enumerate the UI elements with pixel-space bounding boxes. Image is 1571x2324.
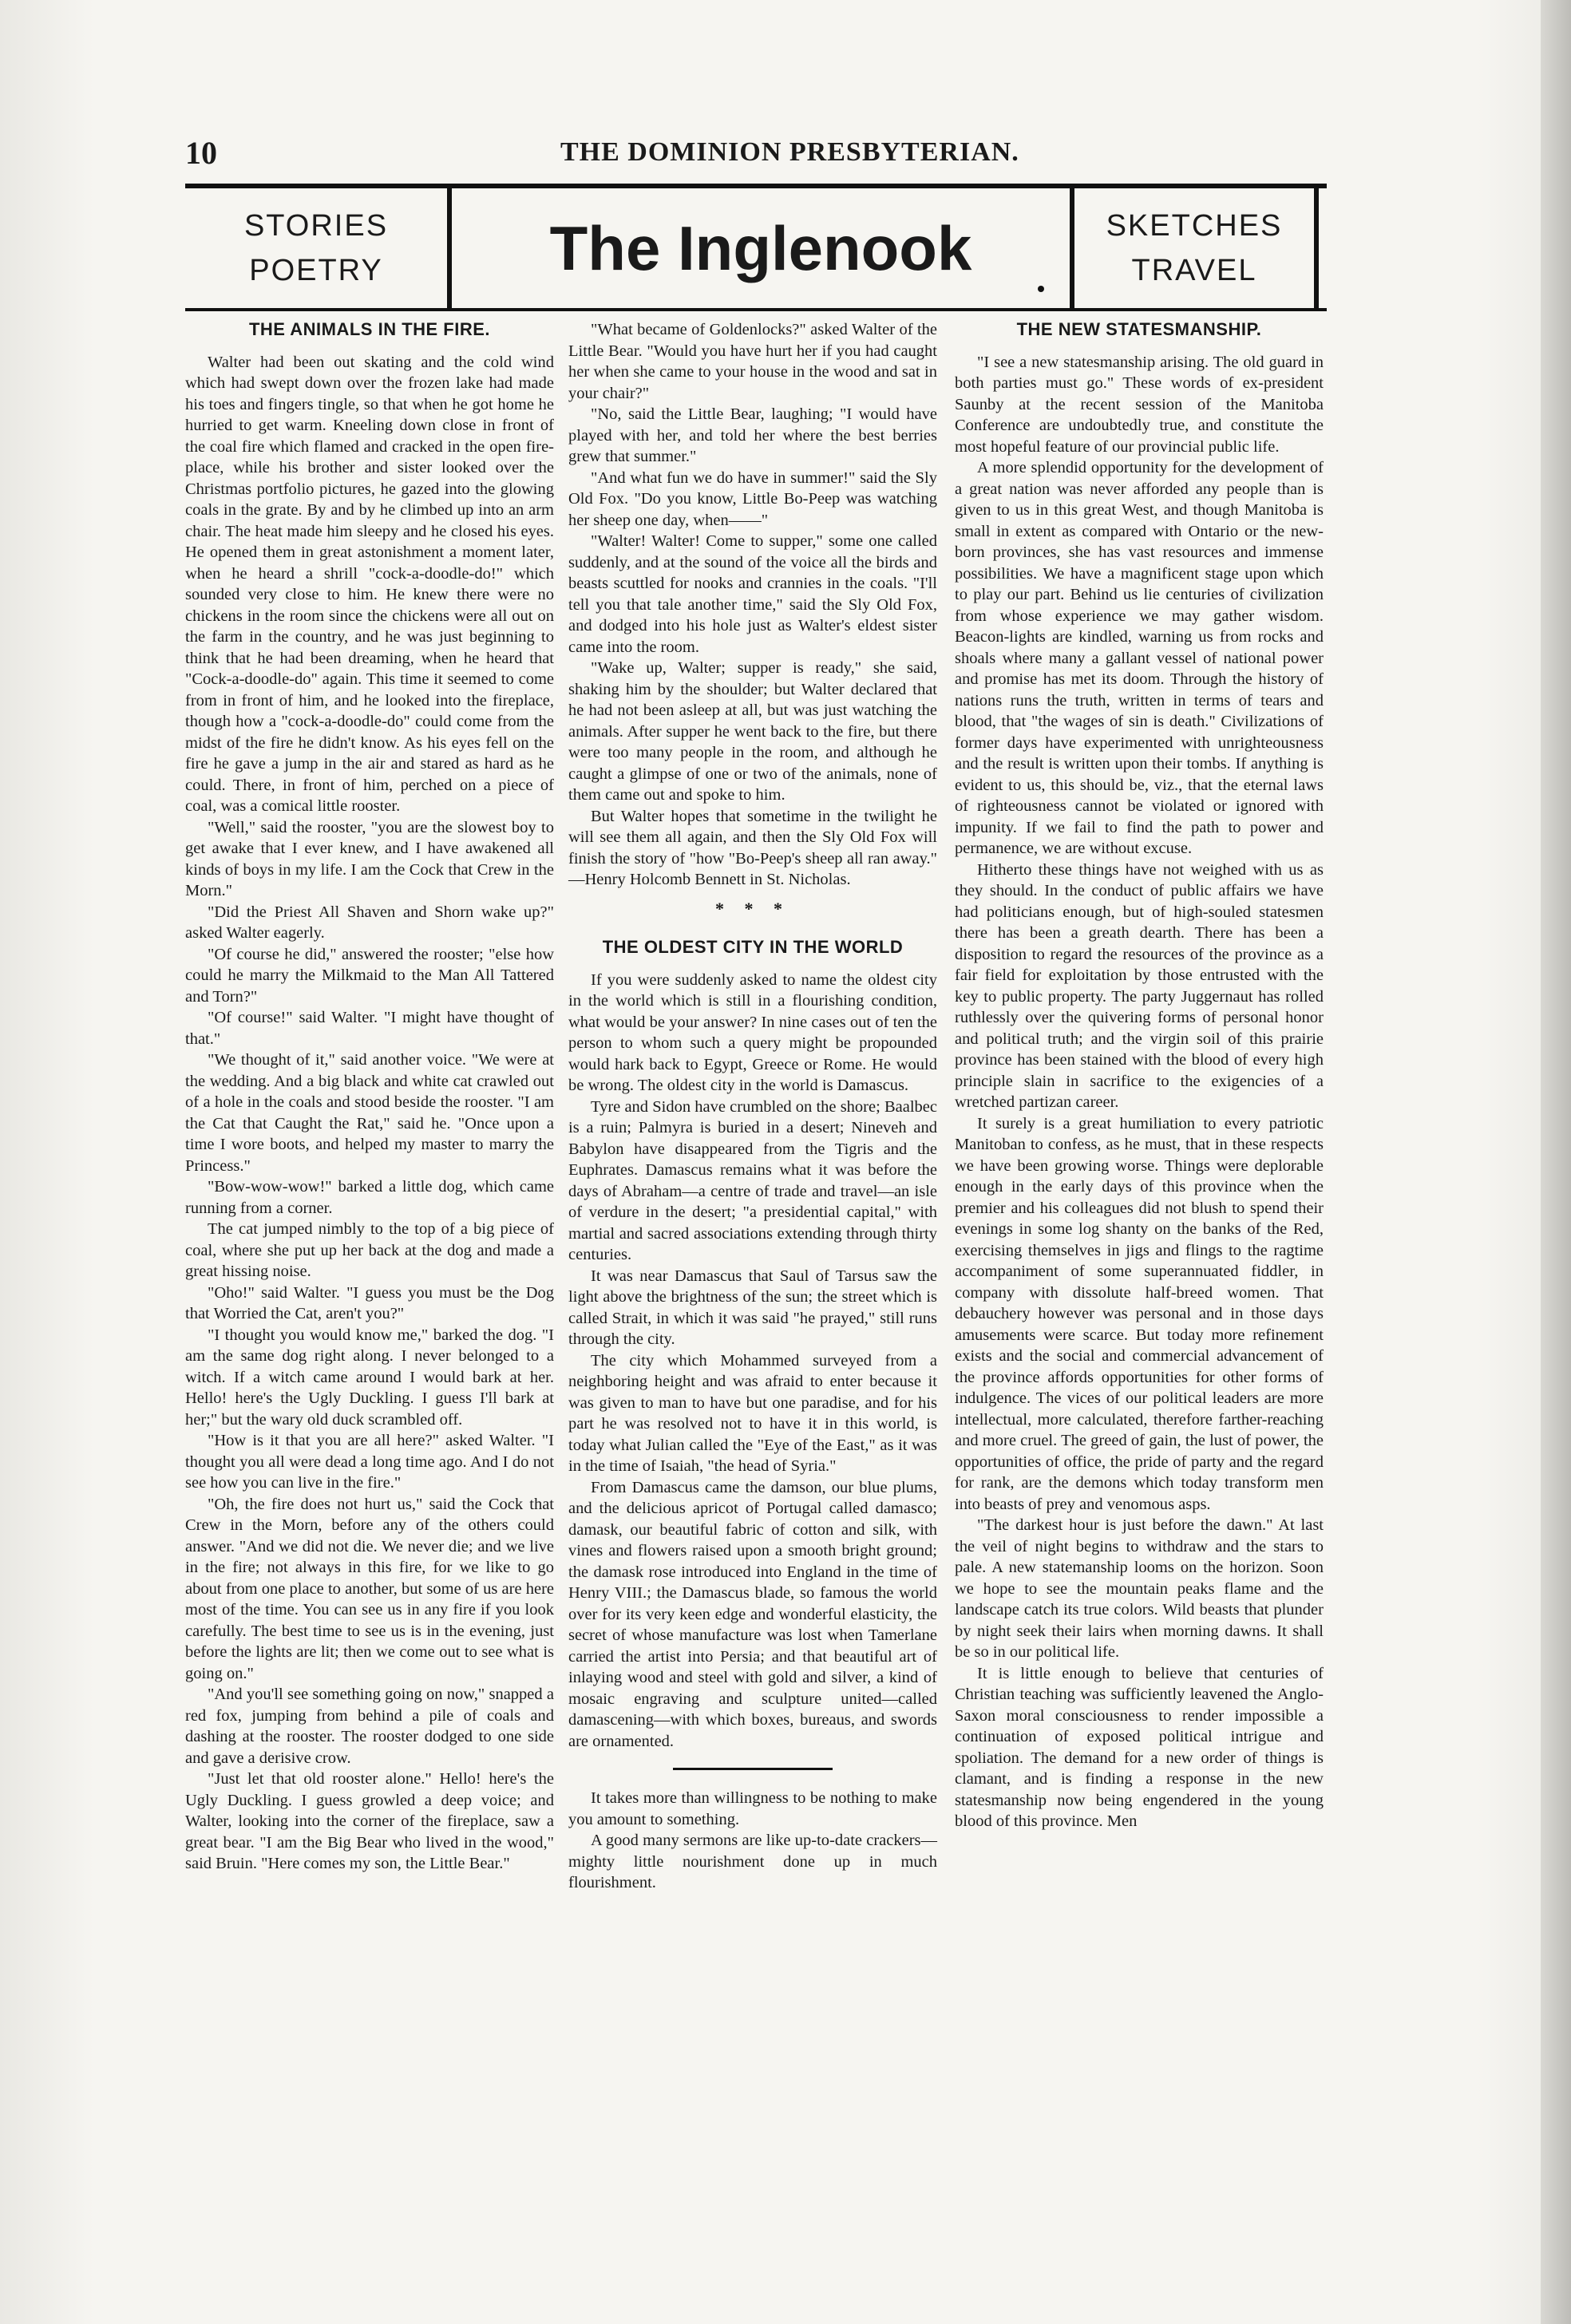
article-paragraph: "Did the Priest All Shaven and Shorn wake up?" asked Walter eagerly. (185, 903, 554, 942)
article-paragraph: Tyre and Sidon have crumbled on the shore; Baalbec is a ruin; Palmyra is buried in a desert; Nineveh and Babylon have disappeared from the Tigris and the Euphrates. Damascus remains what it was before the days of Abraham—a centre of trade and travel—an isle of verdure in the desert; "a presidential capital," with martial and sacred associations extending through thirty centuries. (568, 1097, 937, 1263)
article-paragraph: "No, said the Little Bear, laughing; "I would have played with her, and told her where the best berries grew that summer." (568, 405, 937, 465)
article-paragraph: "And you'll see something going on now," snapped a red fox, jumping from behind a pile of coals and dashing at the rooster. The rooster dodged to one side and gave a derisive crow. (185, 1686, 554, 1767)
article-paragraph: "Well," said the rooster, "you are the slowest boy to get awake that I ever knew, and I have awakened all kinds of boys in my life. I am the Cock that Crew in the Morn." (185, 818, 554, 899)
filler-paragraph: A good many sermons are like up-to-date crackers—mighty little nourishment done up in much flourishment. (568, 1832, 937, 1891)
page-number: 10 (185, 135, 217, 171)
banner-left-line1: STORIES (243, 209, 389, 243)
article-paragraph: But Walter hopes that sometime in the twilight he will see them all again, and then the Sly Old Fox will finish the story of "how "Bo-Peep's sheep all ran away." —Henry Holcomb Bennett in St. Nicholas. (568, 807, 937, 888)
article-paragraph: Hitherto these things have not weighed with us as they should. In the conduct of public affairs we have had politicians enough, but of high-souled statesmen there has been a greath dearth. There has been a disposition to regard the resources of the province as a fair field for exploitation by those entrusted with the key to public property. The party Juggernaut has rolled ruthlessly over the quivering forms of personal honor and political truth; and the virgin soil of this prairie province has been stained with the blood of every high principle slain in sacrifice to the exigencies of a wretched partizan career. (955, 860, 1324, 1111)
article-paragraph: "Just let that old rooster alone." Hello! here's the Ugly Duckling. I guess growled a deep voice; and Walter, looking into the corner of the fireplace, saw a great bear. "I am the Big Bear who lived in the wood," said Bruin. "Here comes my son, the Little Bear." (185, 1770, 554, 1872)
section-banner (185, 188, 1327, 311)
page-edge-shadow (1541, 0, 1571, 2324)
article-title-statesmanship: THE NEW STATESMANSHIP. (1016, 319, 1262, 339)
article-paragraph: It was near Damascus that Saul of Tarsus saw the light above the brightness of the sun; the street which is called Strait, in which it was said "he prayed," still runs through the city. (568, 1267, 937, 1348)
filler-rule (673, 1768, 833, 1770)
column-2 (568, 319, 937, 1894)
banner-ornament-dot (1038, 286, 1044, 292)
article-paragraph: "I see a new statesmanship arising. The old guard in both parties must go." These words of ex-president Saunby at the recent session of the Manitoba Conference are undoubtedly true, and constitute the most hopeful feature of our provincial public life. (955, 353, 1324, 456)
banner-right-box (1070, 188, 1319, 308)
article-paragraph: "Of course he did," answered the rooster; "else how could he marry the Milkmaid to the Man All Tattered and Torn?" (185, 945, 554, 1006)
article-paragraph: From Damascus came the damson, our blue plums, and the delicious apricot of Portugal called damasco; damask, our beautiful fabric of cotton and silk, with vines and flowers raised upon a smooth bright ground; the damask rose introduced into England in the time of Henry VIII.; the Damascus blade, so famous the world over for its very keen edge and wonderful elasticity, the secret of whose manufacture was lost when Tamerlane carried the artist into Persia; and that beautiful art of inlaying wood and steel with gold and silver, a kind of mosaic engraving and sculpture united—called damascening—with which boxes, bureaus, and swords are ornamented. (568, 1478, 937, 1750)
banner-left-line2: POETRY (249, 254, 383, 287)
article-paragraph: If you were suddenly asked to name the oldest city in the world which is still in a flourishing condition, what would be your answer? In nine cases out of ten the person to whom such a query might be propounded would hark back to Egypt, Greece or Rome. He would be wrong. The oldest city in the world is Damascus. (568, 970, 937, 1094)
article-paragraph: A more splendid opportunity for the development of a great nation was never afforded any people than is given to us in this great West, and though Manitoba is small in extent as compared with Ontario or the new-born provinces, she has vast resources and immense possibilities. We have a magnificent stage upon which to play our part. Behind us lie centuries of civilization from whose experience we may gather wisdom. Beacon-lights are kindled, warning us from rocks and shoals where many a gallant vessel of national power and promise has met its doom. Through the history of nations runs the truth, written in terms of tears and blood, that "the wages of sin is death." Civilizations of former days have experimented with unrighteousness and the result is written upon their tombs. If anything is evident to us, this should be, viz., that the eternal laws of righteousness cannot be violated or ignored with impunity. If we fail to find the path to power and permanence, we are without excuse. (955, 459, 1324, 857)
banner-bottom-rule (185, 308, 1327, 311)
section-separator-stars: * * * (715, 898, 790, 919)
running-head (185, 134, 1335, 174)
article-title-oldest-city: THE OLDEST CITY IN THE WORLD (602, 937, 904, 957)
article-paragraph: The city which Mohammed surveyed from a neighboring height and was afraid to enter because it was given to man to have but one paradise, and for his part he was resolved not to have it in this world, is today what Julian called the "Eye of the East," as it was in the time of Isaiah, "the head of Syria." (568, 1351, 937, 1475)
article-title-animals: THE ANIMALS IN THE FIRE. (248, 319, 491, 339)
article-paragraph: "And what fun we do have in summer!" said the Sly Old Fox. "Do you know, Little Bo-Peep was watching her sheep one day, when——" (568, 468, 937, 529)
article-paragraph: "What became of Goldenlocks?" asked Walter of the Little Bear. "Would you have hurt her if you had caught her when she came to your house in the wood and sat in your chair?" (568, 321, 937, 402)
article-paragraph: Walter had been out skating and the cold wind which had swept down over the frozen lake had made his toes and fingers tingle, so that when he got home he hurried to get warm. Kneeling down close in front of the coal fire which flamed and cracked in the open fire-place, while his brother and sister looked over the Christmas portfolio pictures, he gazed into the glowing coals in the grate. By and by he climbed up into an arm chair. The heat made him sleepy and he closed his eyes. He opened them in great astonishment a moment later, when he heard a shrill "cock-a-doodle-do!" which sounded very close to him. He knew there were no chickens in the room since the chickens were all out on the farm in the country, and he was just beginning to think that he had been dreaming, when he heard that "Cock-a-doodle-do" again. This time it seemed to come from in front of him, and he looked into the fireplace, though how a "cock-a-doodle-do" could come from the midst of the fire he didn't know. As his eyes fell on the fire he gave a jump in the air and stared as hard as he could. There, in front of him, perched on a piece of coal, was a comical little rooster. (185, 353, 554, 815)
article-paragraph: "Oh, the fire does not hurt us," said the Cock that Crew in the Morn, before any of the others could answer. "And we did not die. We never die; and we live in the fire; not always in this fire, for we like to go about from one place to another, but some of us are here most of the time. You can see us in any fire if you look carefully. The best time to see us is in the evening, just before the lights are lit; then we come out to see what is going on." (185, 1495, 554, 1682)
article-paragraph: "Of course!" said Walter. "I might have thought of that." (185, 1009, 554, 1048)
filler-paragraph: It takes more than willingness to be nothing to make you amount to something. (568, 1789, 937, 1828)
banner-left-box (185, 188, 452, 308)
article-paragraph: "The darkest hour is just before the dawn." At last the veil of night begins to withdraw and the stars to pale. A new statemanship looms on the horizon. Soon we hope to see the mountain peaks flame and the landscape catch its true colors. Wild beasts that plunder by night seek their lairs when morning dawns. It shall be so in our political life. (955, 1516, 1324, 1661)
article-paragraph: "I thought you would know me," barked the dog. "I am the same dog right along. I never belonged to a witch. If a witch came around I would bark at her. Hello! here's the Ugly Duckling. I guess I'll bark at her;" but the wary old duck scrambled off. (185, 1326, 554, 1429)
column-3 (955, 319, 1324, 1832)
article-paragraph: It is little enough to believe that centuries of Christian teaching was sufficiently leavened the Anglo-Saxon moral consciousness to render impossible a continuation of exposed political intrigue and spoliation. The demand for a new order of things is clamant, and is finding a response in the new statesmanship now being engendered in the young blood of this province. Men (955, 1664, 1324, 1830)
article-paragraph: "How is it that you are all here?" asked Walter. "I thought you all were dead a long time ago. And I do not see how you can live in the fire." (185, 1432, 554, 1492)
banner-right-line2: TRAVEL (1131, 254, 1257, 287)
section-title: The Inglenook (549, 212, 972, 283)
article-paragraph: "We thought of it," said another voice. "We were at the wedding. And a big black and white cat crawled out of a hole in the coals and stood beside the rooster. "I am the Cat that Caught the Rat," said he. "Once upon a time I wore boots, and helped my master to marry the Princess." (185, 1051, 554, 1175)
article-paragraph: It surely is a great humiliation to every patriotic Manitoban to confess, as he must, that in these respects we have been growing worse. Things were deplorable enough in the early days of this province when the premier and his colleagues did not blush to spend their evenings in some log shanty on the banks of the Red, exercising themselves in jigs and flings to the ragtime accompaniment of some superannuated fiddler, in company with dissolute half-breed women. That debauchery however was personal and in those days amusements were scarce. But today more refinement exists and the social and commercial advancement of the province affords opportunities for other forms of indulgence. The vices of our political leaders are more intellectual, more calculated, therefore farther-reaching and more cruel. The greed of gain, the lust of power, the opportunities of office, the pride of party and the regard for rank, are the demons which today transform men into beasts of prey and venomous asps. (955, 1114, 1324, 1513)
banner-right-line1: SKETCHES (1106, 209, 1283, 243)
column-1 (185, 319, 554, 1875)
article-paragraph: "Walter! Walter! Come to supper," some one called suddenly, and at the sound of the voice all the birds and beasts scuttled for nooks and crannies in the coals. "I'll tell you that tale another time," said the Sly Old Fox, and dodged into his hole just as Walter's eldest sister came into the room. (568, 532, 937, 656)
article-paragraph: The cat jumped nimbly to the top of a big piece of coal, where she put up her back at the dog and made a great hissing noise. (185, 1220, 554, 1280)
journal-title: THE DOMINION PRESBYTERIAN. (560, 137, 1019, 167)
article-paragraph: "Bow-wow-wow!" barked a little dog, which came running from a corner. (185, 1178, 554, 1217)
article-paragraph: "Oho!" said Walter. "I guess you must be the Dog that Worried the Cat, aren't you?" (185, 1283, 554, 1322)
article-paragraph: "Wake up, Walter; supper is ready," she said, shaking him by the shoulder; but Walter declared that he had not been asleep at all, but was just watching the animals. After supper he went back to the fire, but there were too many people in the room, and although he caught a glimpse of one or two of the animals, none of them came out and spoke to him. (568, 659, 937, 804)
